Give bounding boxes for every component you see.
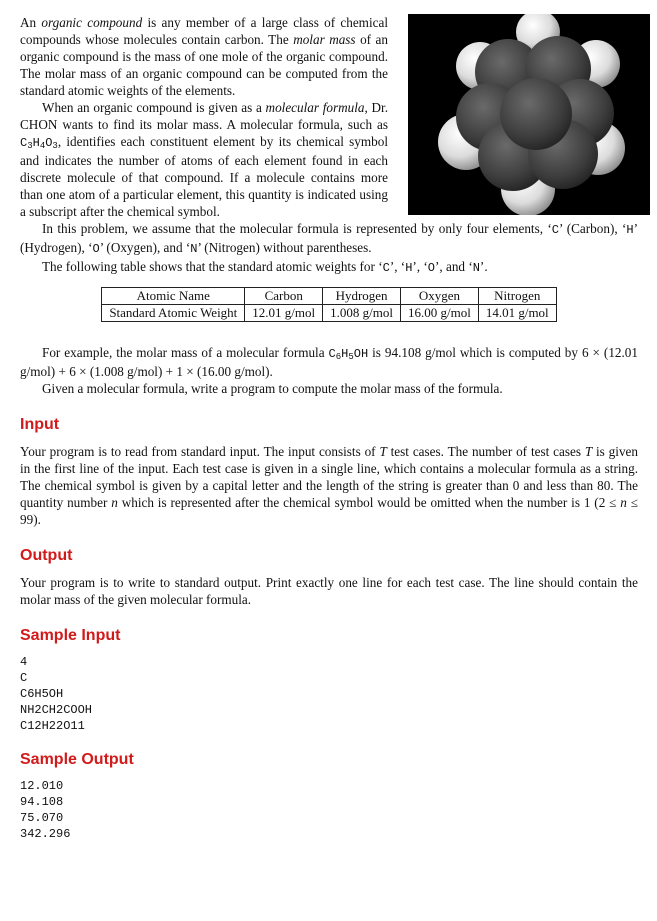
table-row [102, 305, 556, 322]
intro-paragraph-2: When an organic compound is given as a molecular formula, Dr. CHON wants to find its molar mass. A molecular formula, such as $C_3H_4O_3$, identifies each constituent element by its chemical symbol and indicates the number of atoms of each element found in each discrete molecule of that compound. If a molecule contains more than one atom of a particular element, this quantity is indicated using a subscript after the chemical symbol. [20, 100, 388, 219]
input-description: Your program is to read from standard input. The input consists of T test cases. The number of test cases T is given in the first line of the input. Each test case is given in a single line, which contains a molecular formula as a string. The chemical symbol is given by a capital letter and the length of the string is greater than 0 and less than 80. The quantity number n which is represented after the chemical symbol would be omitted when the number is 1 (2 ≤ n ≤ 99). [20, 444, 638, 527]
sample-input-line: 4 [20, 655, 28, 669]
sample-input-line: C6H5OH [20, 687, 64, 701]
table-row [102, 288, 556, 305]
sample-output-line: 94.108 [20, 795, 64, 809]
example-paragraph: For example, the molar mass of a molecular formula $C_6H_5OH$ is 94.108 g/mol which is computed by 6 × (12.01 g/mol) + 6 × (1.008 g/mol) + 1 × (16.00 g/mol). [20, 345, 638, 379]
table-cell: 1.008 g/mol [323, 305, 401, 322]
input-heading: Input [20, 416, 60, 433]
table-header-cell: Oxygen [400, 288, 478, 305]
output-heading: Output [20, 547, 73, 564]
sample-output-block [20, 778, 638, 842]
formula-example-c3h4o3: $C_3H_4O_3$ [20, 136, 58, 151]
intro-paragraph-1: An organic compound is any member of a large class of chemical compounds whose molecules contain carbon. The molar mass of an organic compound is the mass of one mole of the organic compound. The molar mass of an organic compound can be computed from the standard atomic weights of the elements. [20, 15, 388, 98]
sample-input-line: C [20, 671, 28, 685]
problem-statement [20, 14, 638, 842]
benzene-space-filling-figure [408, 14, 650, 215]
benzene-molecule-image [408, 14, 650, 215]
table-cell: 14.01 g/mol [478, 305, 556, 322]
atomic-weights-table [101, 287, 556, 322]
output-description: Your program is to write to standard output. Print exactly one line for each test case. The line should contain the molar mass of the given molecular formula. [20, 575, 638, 607]
table-header-cell: Carbon [245, 288, 323, 305]
table-header-cell: Hydrogen [323, 288, 401, 305]
sample-output-line: 342.296 [20, 827, 71, 841]
formula-example-c6h5oh: $C_6H_5OH$ [328, 347, 369, 362]
sample-input-line: NH2CH2COOH [20, 703, 93, 717]
table-header-cell: Nitrogen [478, 288, 556, 305]
table-cell: 12.01 g/mol [245, 305, 323, 322]
intro-paragraph-4: The following table shows that the standard atomic weights for ‘C’, ‘H’, ‘O’, and ‘N’. [42, 259, 488, 275]
table-cell: Standard Atomic Weight [102, 305, 245, 322]
task-paragraph: Given a molecular formula, write a program to compute the molar mass of the formula. [42, 381, 503, 396]
table-header-cell: Atomic Name [102, 288, 245, 305]
sample-input-heading: Sample Input [20, 627, 121, 644]
sample-input-block [20, 654, 638, 734]
intro-paragraph-3: In this problem, we assume that the molecular formula is represented by only four elements, ‘C’ (Carbon), ‘H’ (Hydrogen), ‘O’ (Oxygen), and ‘N’ (Nitrogen) without parentheses. [20, 221, 638, 256]
sample-input-line: C12H22O11 [20, 719, 85, 733]
sample-output-line: 75.070 [20, 811, 64, 825]
sample-output-line: 12.010 [20, 779, 64, 793]
sample-output-heading: Sample Output [20, 751, 134, 768]
table-cell: 16.00 g/mol [400, 305, 478, 322]
